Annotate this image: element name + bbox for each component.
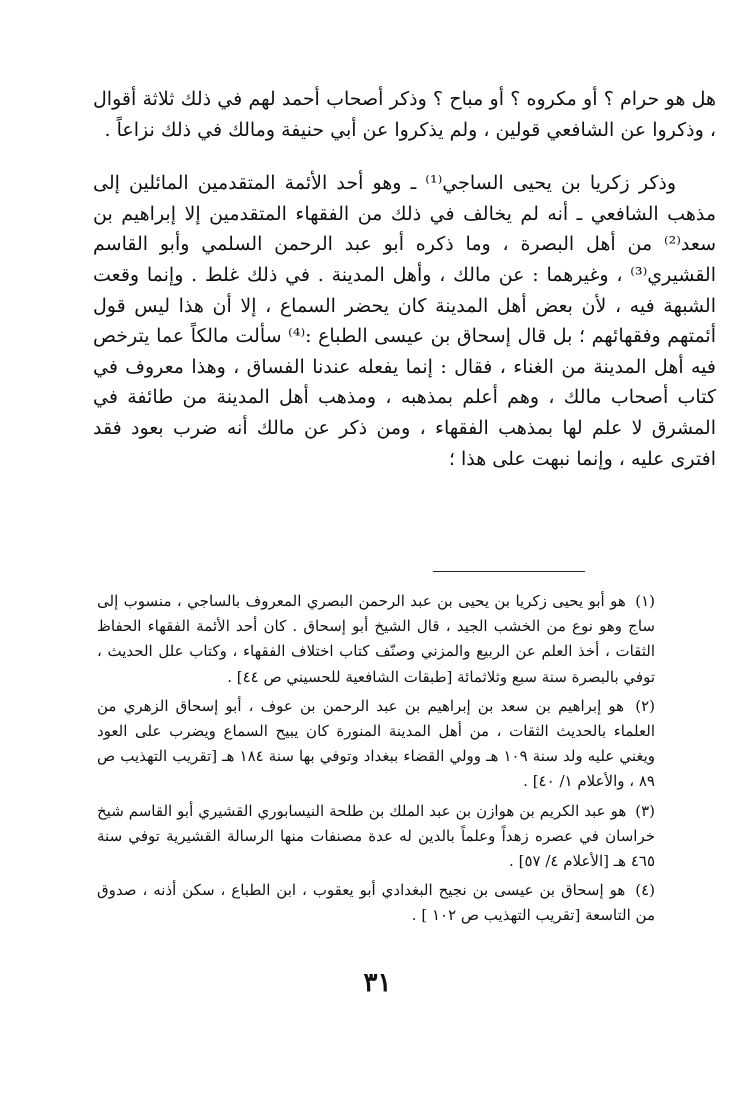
footnotes-section [97, 589, 655, 933]
page-number: ٣١ [363, 968, 392, 998]
main-text-body [93, 84, 716, 474]
footnote [97, 878, 655, 928]
footnote-separator [433, 571, 585, 572]
footnote-text: هو إسحاق بن عيسى بن نجيح البغدادي أبو يعقوب ، ابن الطباع ، سكن أذنه ، صدوق من التاسعة [تقريب التهذيب ص ١٠٢ ] . [97, 881, 655, 925]
footnote-text: هو إبراهيم بن سعد بن إبراهيم بن عبد الرحمن بن عوف ، أبو إسحاق الزهري من العلماء بالحديث الثقات ، من أهل المدينة المنورة كان يبيح السماع ويضرب على العود ويغني عليه ولد سنة ١٠٩ هـ وولي القضاء ببغداد وتوفي بها سنة ١٨٤ هـ [تقريب التهذيب ص ٨٩ ، والأعلام ١/ ٤٠] . [97, 696, 655, 791]
footnote [97, 589, 655, 690]
paragraph: وذكر زكريا بن يحيى الساجي⁽¹⁾ ـ وهو أحد الأئمة المتقدمين المائلين إلى مذهب الشافعي ـ أنه لم يخالف في ذلك من الفقهاء المتقدمين إلا إبراهيم بن سعد⁽²⁾ من أهل البصرة ، وما ذكره أبو عبد الرحمن السلمي وأبو القاسم القشيري⁽³⁾ ، وغيرهما : عن مالك ، وأهل المدينة . في ذلك غلط . وإنما وقعت الشبهة فيه ، لأن بعض أهل المدينة كان يحضر السماع ، إلا أن هذا ليس قول أئمتهم وفقهائهم ؛ بل قال إسحاق بن عيسى الطباع :⁽⁴⁾ سألت مالكاً عما يترخص فيه أهل المدينة من الغناء ، فقال : إنما يفعله عندنا الفساق ، وهذا معروف في كتاب أصحاب مالك ، وهم أعلم بمذهبه ، ومذهب أهل المدينة من طائفة في المشرق لا علم لها بمذهب الفقهاء ، ومن ذكر عن مالك أنه ضرب بعود فقد افترى عليه ، وإنما نبهت على هذا ؛ [93, 172, 716, 470]
footnote [97, 694, 655, 795]
footnote-number: (٤) [635, 881, 655, 900]
footnote [97, 799, 655, 875]
footnote-number: (٣) [635, 801, 655, 820]
footnote-number: (٢) [635, 696, 655, 715]
footnote-text: هو أبو يحيى زكريا بن يحيى بن عبد الرحمن البصري المعروف بالساجي ، منسوب إلى ساج وهو نوع من الخشب الجيد ، قال الشيخ أبو إسحاق . كان أحد الأئمة الفقهاء الحفاظ الثقات ، أخذ العلم عن الربيع والمزني وصنّف كتاب اختلاف الفقهاء ، وكتاب علل الحديث ، توفي بالبصرة سنة سبع وثلاثمائة [طبقات الشافعية للحسيني ص ٤٤] . [97, 592, 655, 686]
paragraph: هل هو حرام ؟ أو مكروه ؟ أو مباح ؟ وذكر أصحاب أحمد لهم في ذلك ثلاثة أقوال ، وذكروا عن الشافعي قولين ، ولم يذكروا عن أبي حنيفة ومالك في ذلك نزاعاً . [93, 88, 716, 141]
footnote-number: (١) [635, 592, 655, 610]
footnote-text: هو عبد الكريم بن هوازن بن عبد الملك بن طلحة النيسابوري القشيري أبو القاسم شيخ خراسان في عصره زهداً وعلماً بالدين له عدة مصنفات منها الرسالة القشيرية توفي سنة ٤٦٥ هـ [الأعلام ٤/ ٥٧] . [97, 801, 655, 871]
